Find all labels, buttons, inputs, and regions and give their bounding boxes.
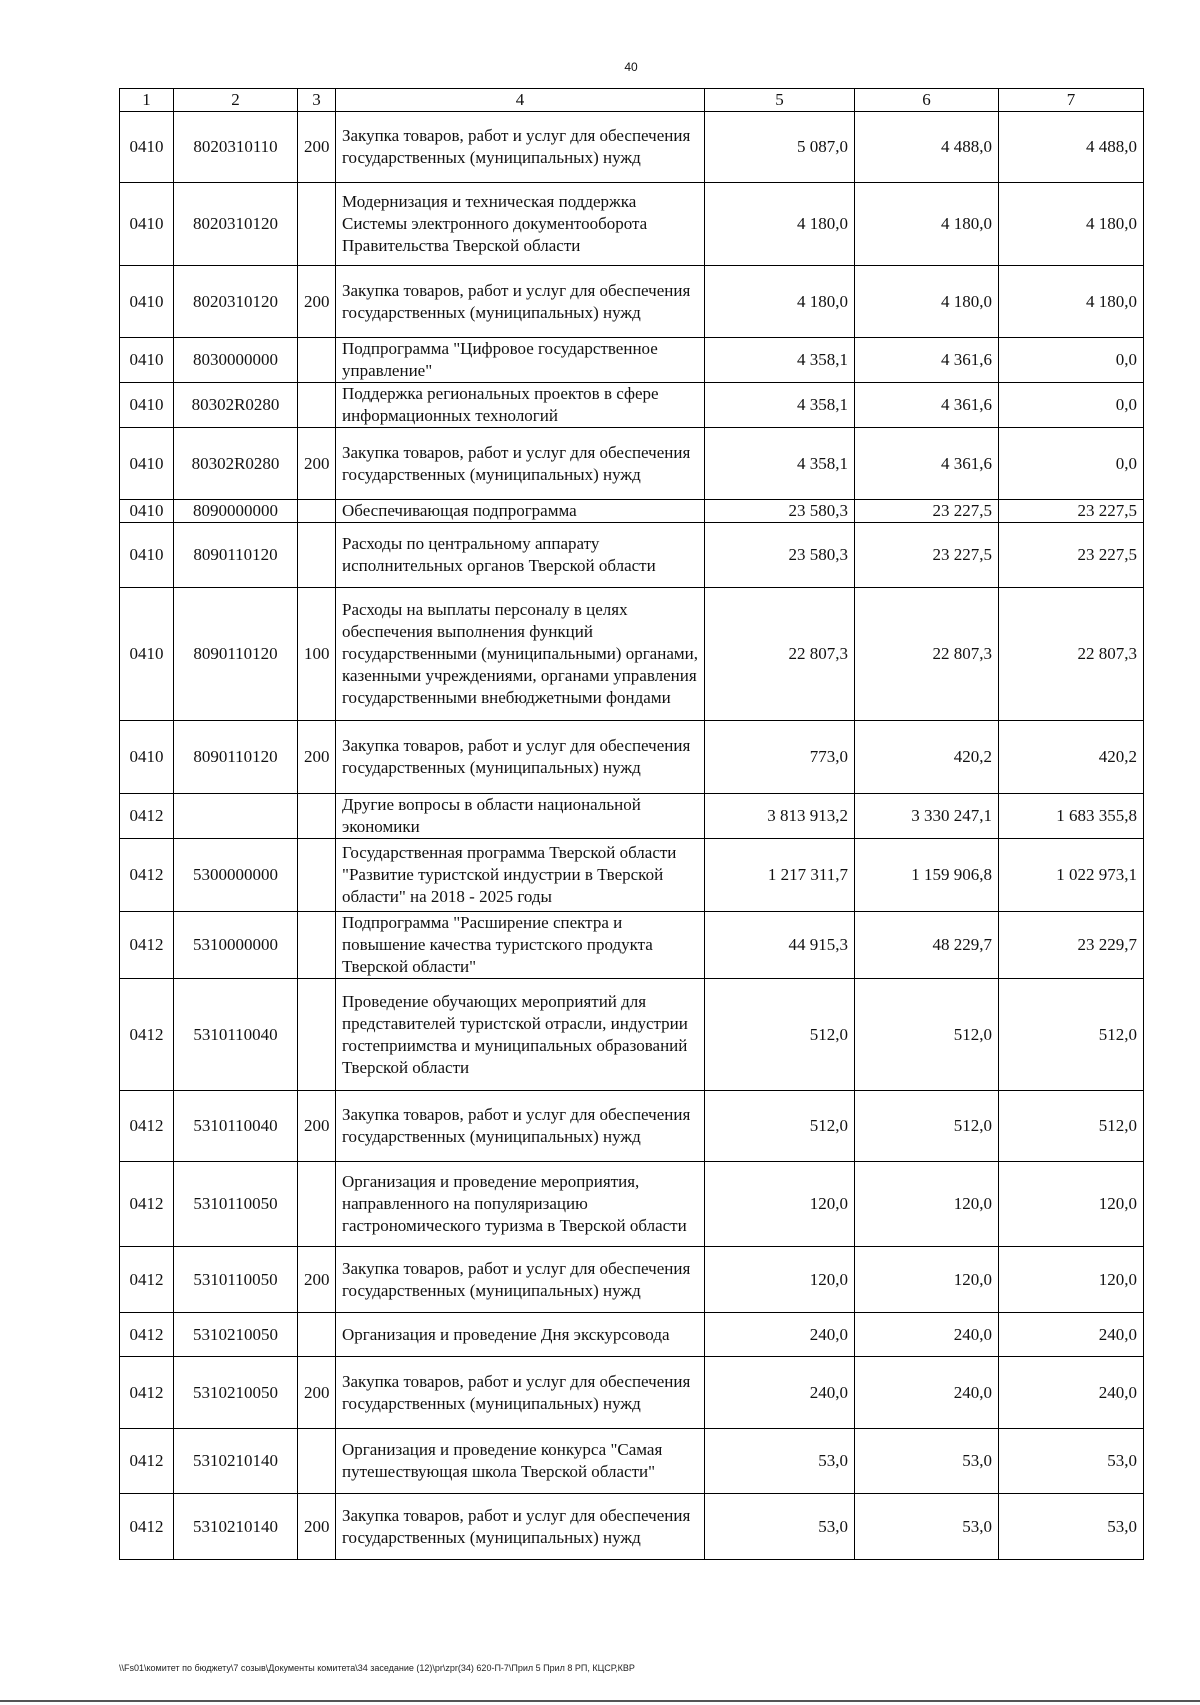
table-row xyxy=(120,1429,1144,1494)
cell-expense-type: 200 xyxy=(298,1357,336,1429)
cell-amount-7: 512,0 xyxy=(999,979,1144,1091)
cell-amount-5: 4 358,1 xyxy=(705,383,855,428)
cell-amount-5: 240,0 xyxy=(705,1357,855,1429)
cell-expense-type xyxy=(298,1162,336,1247)
cell-amount-5: 53,0 xyxy=(705,1494,855,1560)
cell-name: Обеспечивающая подпрограмма xyxy=(336,500,705,523)
cell-section: 0412 xyxy=(120,1162,174,1247)
cell-amount-7: 4 488,0 xyxy=(999,112,1144,183)
cell-name: Поддержка региональных проектов в сфере информационных технологий xyxy=(336,383,705,428)
cell-target-code: 5310210140 xyxy=(174,1494,298,1560)
cell-amount-6: 3 330 247,1 xyxy=(855,794,999,839)
cell-section: 0412 xyxy=(120,1357,174,1429)
cell-target-code: 5310210050 xyxy=(174,1357,298,1429)
cell-expense-type: 200 xyxy=(298,1494,336,1560)
cell-amount-5: 773,0 xyxy=(705,721,855,794)
cell-name: Проведение обучающих мероприятий для представителей туристской отрасли, индустрии гостеприимства и муниципальных образований Тверской области xyxy=(336,979,705,1091)
cell-target-code: 5310210050 xyxy=(174,1313,298,1357)
cell-name: Подпрограмма "Цифровое государственное управление" xyxy=(336,338,705,383)
table-row xyxy=(120,112,1144,183)
cell-amount-7: 23 227,5 xyxy=(999,523,1144,588)
table-row xyxy=(120,1162,1144,1247)
cell-amount-6: 23 227,5 xyxy=(855,500,999,523)
cell-amount-7: 240,0 xyxy=(999,1357,1144,1429)
cell-amount-6: 53,0 xyxy=(855,1494,999,1560)
cell-amount-6: 240,0 xyxy=(855,1313,999,1357)
cell-amount-7: 1 683 355,8 xyxy=(999,794,1144,839)
cell-name: Подпрограмма "Расширение спектра и повышение качества туристского продукта Тверской области" xyxy=(336,912,705,979)
cell-name: Закупка товаров, работ и услуг для обеспечения государственных (муниципальных) нужд xyxy=(336,1247,705,1313)
cell-target-code: 8090110120 xyxy=(174,588,298,721)
cell-target-code: 5310110050 xyxy=(174,1247,298,1313)
cell-amount-6: 22 807,3 xyxy=(855,588,999,721)
cell-section: 0412 xyxy=(120,1091,174,1162)
cell-amount-7: 512,0 xyxy=(999,1091,1144,1162)
cell-section: 0410 xyxy=(120,500,174,523)
cell-amount-6: 120,0 xyxy=(855,1247,999,1313)
cell-amount-5: 512,0 xyxy=(705,1091,855,1162)
cell-target-code: 5310110040 xyxy=(174,1091,298,1162)
cell-section: 0412 xyxy=(120,794,174,839)
table-row xyxy=(120,1247,1144,1313)
cell-section: 0412 xyxy=(120,1313,174,1357)
table-row xyxy=(120,523,1144,588)
cell-name: Закупка товаров, работ и услуг для обеспечения государственных (муниципальных) нужд xyxy=(336,428,705,500)
cell-amount-5: 120,0 xyxy=(705,1247,855,1313)
cell-expense-type xyxy=(298,1313,336,1357)
table-row xyxy=(120,428,1144,500)
header-col-4: 4 xyxy=(336,89,705,112)
cell-amount-7: 240,0 xyxy=(999,1313,1144,1357)
header-row xyxy=(120,89,1144,112)
table-row xyxy=(120,794,1144,839)
table-row xyxy=(120,588,1144,721)
cell-name: Закупка товаров, работ и услуг для обеспечения государственных (муниципальных) нужд xyxy=(336,1357,705,1429)
cell-name: Закупка товаров, работ и услуг для обеспечения государственных (муниципальных) нужд xyxy=(336,1494,705,1560)
cell-amount-6: 1 159 906,8 xyxy=(855,839,999,912)
cell-amount-6: 4 180,0 xyxy=(855,183,999,266)
cell-amount-6: 4 361,6 xyxy=(855,428,999,500)
cell-expense-type: 200 xyxy=(298,112,336,183)
cell-name: Организация и проведение Дня экскурсовода xyxy=(336,1313,705,1357)
cell-expense-type xyxy=(298,794,336,839)
cell-target-code: 5310110040 xyxy=(174,979,298,1091)
cell-expense-type: 200 xyxy=(298,428,336,500)
table-row xyxy=(120,1494,1144,1560)
cell-expense-type: 200 xyxy=(298,721,336,794)
cell-section: 0410 xyxy=(120,266,174,338)
cell-amount-6: 4 361,6 xyxy=(855,338,999,383)
cell-target-code: 8090110120 xyxy=(174,721,298,794)
cell-amount-7: 120,0 xyxy=(999,1247,1144,1313)
cell-amount-6: 512,0 xyxy=(855,1091,999,1162)
cell-name: Расходы по центральному аппарату исполнительных органов Тверской области xyxy=(336,523,705,588)
cell-name: Закупка товаров, работ и услуг для обеспечения государственных (муниципальных) нужд xyxy=(336,721,705,794)
cell-amount-7: 4 180,0 xyxy=(999,183,1144,266)
table-row xyxy=(120,1313,1144,1357)
cell-amount-7: 53,0 xyxy=(999,1429,1144,1494)
cell-target-code: 5310110050 xyxy=(174,1162,298,1247)
cell-target-code: 80302R0280 xyxy=(174,428,298,500)
cell-amount-5: 3 813 913,2 xyxy=(705,794,855,839)
cell-expense-type xyxy=(298,912,336,979)
page-number: 40 xyxy=(624,60,638,74)
cell-section: 0412 xyxy=(120,979,174,1091)
cell-section: 0410 xyxy=(120,338,174,383)
table-row xyxy=(120,979,1144,1091)
header-col-6: 6 xyxy=(855,89,999,112)
cell-amount-5: 4 358,1 xyxy=(705,338,855,383)
table-row xyxy=(120,721,1144,794)
cell-expense-type xyxy=(298,523,336,588)
cell-amount-7: 1 022 973,1 xyxy=(999,839,1144,912)
header-col-5: 5 xyxy=(705,89,855,112)
cell-expense-type xyxy=(298,839,336,912)
cell-target-code: 80302R0280 xyxy=(174,383,298,428)
cell-name: Другие вопросы в области национальной экономики xyxy=(336,794,705,839)
cell-amount-6: 240,0 xyxy=(855,1357,999,1429)
cell-amount-6: 4 180,0 xyxy=(855,266,999,338)
cell-amount-7: 53,0 xyxy=(999,1494,1144,1560)
cell-amount-7: 420,2 xyxy=(999,721,1144,794)
cell-amount-6: 4 361,6 xyxy=(855,383,999,428)
cell-amount-6: 48 229,7 xyxy=(855,912,999,979)
header-col-1: 1 xyxy=(120,89,174,112)
cell-target-code: 5300000000 xyxy=(174,839,298,912)
cell-section: 0412 xyxy=(120,912,174,979)
cell-target-code: 8020310120 xyxy=(174,266,298,338)
cell-amount-6: 420,2 xyxy=(855,721,999,794)
cell-name: Закупка товаров, работ и услуг для обеспечения государственных (муниципальных) нужд xyxy=(336,266,705,338)
cell-amount-5: 44 915,3 xyxy=(705,912,855,979)
cell-expense-type xyxy=(298,183,336,266)
header-col-2: 2 xyxy=(174,89,298,112)
cell-name: Организация и проведение конкурса "Самая путешествующая школа Тверской области" xyxy=(336,1429,705,1494)
table-row xyxy=(120,500,1144,523)
table-row xyxy=(120,1357,1144,1429)
cell-section: 0410 xyxy=(120,523,174,588)
cell-amount-7: 22 807,3 xyxy=(999,588,1144,721)
cell-name: Организация и проведение мероприятия, направленного на популяризацию гастрономического туризма в Тверской области xyxy=(336,1162,705,1247)
cell-target-code: 8020310110 xyxy=(174,112,298,183)
cell-section: 0412 xyxy=(120,1429,174,1494)
table-row xyxy=(120,383,1144,428)
cell-name: Закупка товаров, работ и услуг для обеспечения государственных (муниципальных) нужд xyxy=(336,112,705,183)
cell-amount-6: 512,0 xyxy=(855,979,999,1091)
cell-amount-7: 23 229,7 xyxy=(999,912,1144,979)
cell-expense-type xyxy=(298,1429,336,1494)
cell-section: 0410 xyxy=(120,183,174,266)
table-row xyxy=(120,183,1144,266)
header-col-3: 3 xyxy=(298,89,336,112)
cell-name: Расходы на выплаты персоналу в целях обеспечения выполнения функций государственными (муниципальными) органами, казенными учреждениями, органами управления государственными внебюджетными фондами xyxy=(336,588,705,721)
header-col-7: 7 xyxy=(999,89,1144,112)
cell-amount-5: 53,0 xyxy=(705,1429,855,1494)
cell-amount-5: 5 087,0 xyxy=(705,112,855,183)
cell-target-code: 8090110120 xyxy=(174,523,298,588)
cell-expense-type xyxy=(298,500,336,523)
cell-target-code: 5310000000 xyxy=(174,912,298,979)
cell-section: 0412 xyxy=(120,839,174,912)
cell-amount-6: 120,0 xyxy=(855,1162,999,1247)
cell-amount-5: 512,0 xyxy=(705,979,855,1091)
cell-target-code: 8090000000 xyxy=(174,500,298,523)
cell-amount-5: 23 580,3 xyxy=(705,523,855,588)
cell-expense-type xyxy=(298,338,336,383)
table-body xyxy=(120,112,1144,1560)
cell-section: 0412 xyxy=(120,1494,174,1560)
cell-name: Закупка товаров, работ и услуг для обеспечения государственных (муниципальных) нужд xyxy=(336,1091,705,1162)
cell-amount-6: 53,0 xyxy=(855,1429,999,1494)
cell-section: 0412 xyxy=(120,1247,174,1313)
cell-expense-type: 100 xyxy=(298,588,336,721)
cell-amount-5: 1 217 311,7 xyxy=(705,839,855,912)
cell-target-code: 8020310120 xyxy=(174,183,298,266)
cell-amount-7: 4 180,0 xyxy=(999,266,1144,338)
cell-expense-type xyxy=(298,383,336,428)
footer-file-path: \\Fs01\комитет по бюджету\7 созыв\Документы комитета\34 заседание (12)\pr\zpr(34) 620-П-7\Прил 5 Прил 8 РП, КЦСР,КВР xyxy=(119,1663,635,1673)
cell-section: 0410 xyxy=(120,428,174,500)
cell-amount-5: 4 180,0 xyxy=(705,183,855,266)
cell-amount-7: 23 227,5 xyxy=(999,500,1144,523)
cell-target-code: 5310210140 xyxy=(174,1429,298,1494)
cell-name: Модернизация и техническая поддержка Системы электронного документооборота Правительства Тверской области xyxy=(336,183,705,266)
cell-section: 0410 xyxy=(120,112,174,183)
cell-amount-6: 23 227,5 xyxy=(855,523,999,588)
cell-amount-5: 120,0 xyxy=(705,1162,855,1247)
cell-section: 0410 xyxy=(120,383,174,428)
budget-table xyxy=(119,88,1144,1560)
cell-amount-5: 22 807,3 xyxy=(705,588,855,721)
cell-amount-5: 4 358,1 xyxy=(705,428,855,500)
cell-amount-5: 240,0 xyxy=(705,1313,855,1357)
table-row xyxy=(120,266,1144,338)
cell-target-code xyxy=(174,794,298,839)
cell-expense-type: 200 xyxy=(298,1247,336,1313)
cell-amount-6: 4 488,0 xyxy=(855,112,999,183)
cell-section: 0410 xyxy=(120,721,174,794)
cell-amount-7: 0,0 xyxy=(999,428,1144,500)
cell-amount-7: 0,0 xyxy=(999,383,1144,428)
table-row xyxy=(120,912,1144,979)
table-row xyxy=(120,1091,1144,1162)
table-row xyxy=(120,338,1144,383)
cell-target-code: 8030000000 xyxy=(174,338,298,383)
cell-amount-7: 120,0 xyxy=(999,1162,1144,1247)
cell-section: 0410 xyxy=(120,588,174,721)
bottom-rule xyxy=(0,1700,1200,1702)
cell-expense-type: 200 xyxy=(298,1091,336,1162)
cell-amount-5: 4 180,0 xyxy=(705,266,855,338)
cell-expense-type xyxy=(298,979,336,1091)
cell-expense-type: 200 xyxy=(298,266,336,338)
cell-name: Государственная программа Тверской области "Развитие туристской индустрии в Тверской области" на 2018 - 2025 годы xyxy=(336,839,705,912)
cell-amount-5: 23 580,3 xyxy=(705,500,855,523)
table-row xyxy=(120,839,1144,912)
cell-amount-7: 0,0 xyxy=(999,338,1144,383)
